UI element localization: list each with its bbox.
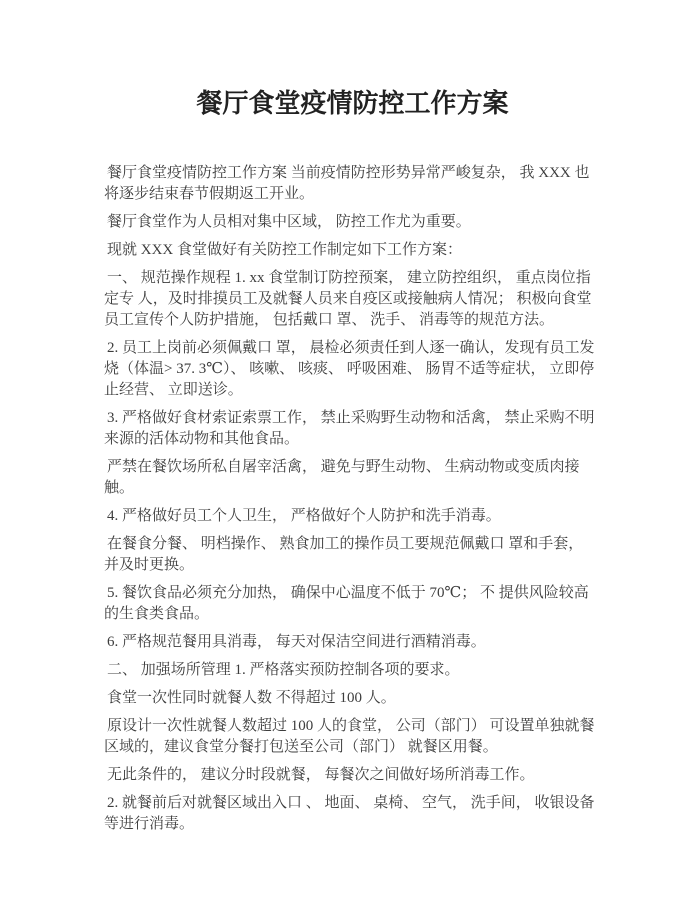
paragraph-section1-item2: 2. 员工上岗前必须佩戴口 罩， 晨检必须责任到人逐一确认，发现有员工发烧（体温> 37. 3℃）、 咳嗽、 咳痰、 呼吸困难、 肠胃不适等症状， 立即停止经营、 立即送诊。 xyxy=(104,340,595,398)
paragraph-section1-item1: 一、 规范操作规程 1. xx 食堂制订防控预案， 建立防控组织， 重点岗位指定专 人，及时排摸员工及就餐人员来自疫区或接触病人情况； 积极向食堂员工宣传个人防护措施， 包括戴口 罩、 洗手、 消毒等的规范方法。 xyxy=(104,270,592,328)
paragraph-section1-item4-note: 在餐食分餐、 明档操作、 熟食加工的操作员工要规范佩戴口 罩和手套， 并及时更换。 xyxy=(104,536,584,573)
paragraph-section1-item3: 3. 严格做好食材索证索票工作， 禁止采购野生动物和活禽， 禁止采购不明来源的活体动物和其他食品。 xyxy=(104,410,595,447)
document-title: 餐厅食堂疫情防控工作方案 xyxy=(196,89,509,118)
paragraph-section2-staggered: 无此条件的， 建议分时段就餐， 每餐次之间做好场所消毒工作。 xyxy=(107,767,535,783)
document-body xyxy=(104,163,601,835)
paragraph-section2-capacity: 食堂一次性同时就餐人数 不得超过 100 人。 xyxy=(107,690,396,706)
paragraph-section1-item5: 5. 餐饮食品必须充分加热， 确保中心温度不低于 70℃； 不 提供风险较高的生食类食品。 xyxy=(104,585,589,622)
paragraph-section2-item2: 2. 就餐前后对就餐区域出入口 、 地面、 桌椅、 空气， 洗手间， 收银设备等进行消毒。 xyxy=(104,795,595,832)
paragraph-intro: 餐厅食堂疫情防控工作方案 当前疫情防控形势异常严峻复杂， 我 XXX 也将逐步结束春节假期返工开业。 xyxy=(104,165,590,202)
paragraph-importance: 餐厅食堂作为人员相对集中区域， 防控工作尤为重要。 xyxy=(107,214,471,230)
paragraph-section1-item4: 4. 严格做好员工个人卫生， 严格做好个人防护和洗手消毒。 xyxy=(107,508,501,524)
paragraph-section1-item3-note: 严禁在餐饮场所私自屠宰活禽， 避免与野生动物、 生病动物或变质肉接触。 xyxy=(104,459,580,496)
paragraph-section2-item1: 二、 加强场所管理 1. 严格落实预防控制各项的要求。 xyxy=(107,662,460,678)
paragraph-section1-item6: 6. 严格规范餐用具消毒， 每天对保洁空间进行酒精消毒。 xyxy=(107,634,486,650)
paragraph-section2-capacity-note: 原设计一次性就餐人数超过 100 人的食堂， 公司（部门） 可设置单独就餐区域的，建议食堂分餐打包送至公司（部门） 就餐区用餐。 xyxy=(104,718,595,755)
paragraph-plan-lead: 现就 XXX 食堂做好有关防控工作制定如下工作方案： xyxy=(107,242,462,258)
